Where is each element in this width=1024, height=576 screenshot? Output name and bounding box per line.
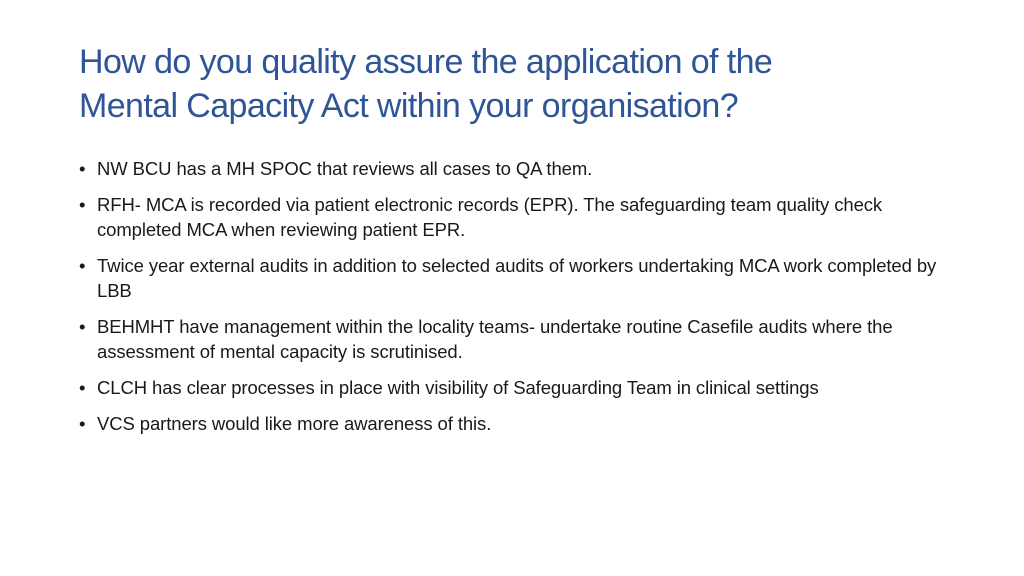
bullet-item-clch [79, 375, 959, 400]
bullet-text: VCS partners would like more awareness of this. [97, 413, 492, 434]
bullet-text: Twice year external audits in addition to selected audits of workers undertaking MCA work completed by LBB [97, 255, 937, 301]
bullet-list [79, 156, 959, 447]
bullet-item-behmht [79, 314, 959, 364]
bullet-dot-icon: • [79, 316, 86, 337]
bullet-text: NW BCU has a MH SPOC that reviews all cases to QA them. [97, 158, 593, 179]
bullet-dot-icon: • [79, 377, 86, 398]
bullet-dot-icon: • [79, 194, 86, 215]
bullet-dot-icon: • [79, 413, 86, 434]
bullet-text: RFH- MCA is recorded via patient electronic records (EPR). The safeguarding team quality check completed MCA when reviewing patient EPR. [97, 194, 883, 240]
bullet-dot-icon: • [79, 255, 86, 276]
bullet-item-vcs [79, 411, 959, 436]
bullet-item-audits [79, 253, 959, 303]
bullet-item-nw-bcu [79, 156, 959, 181]
slide-title [79, 40, 979, 128]
bullet-dot-icon: • [79, 158, 86, 179]
bullet-text: BEHMHT have management within the locality teams- undertake routine Casefile audits where the assessment of mental capacity is scrutinised. [97, 316, 893, 362]
slide-title-line-2: Mental Capacity Act within your organisation? [79, 87, 739, 125]
bullet-text: CLCH has clear processes in place with visibility of Safeguarding Team in clinical settings [97, 377, 819, 398]
bullet-item-rfh [79, 192, 959, 242]
slide-title-line-1: How do you quality assure the application of the [79, 43, 773, 81]
